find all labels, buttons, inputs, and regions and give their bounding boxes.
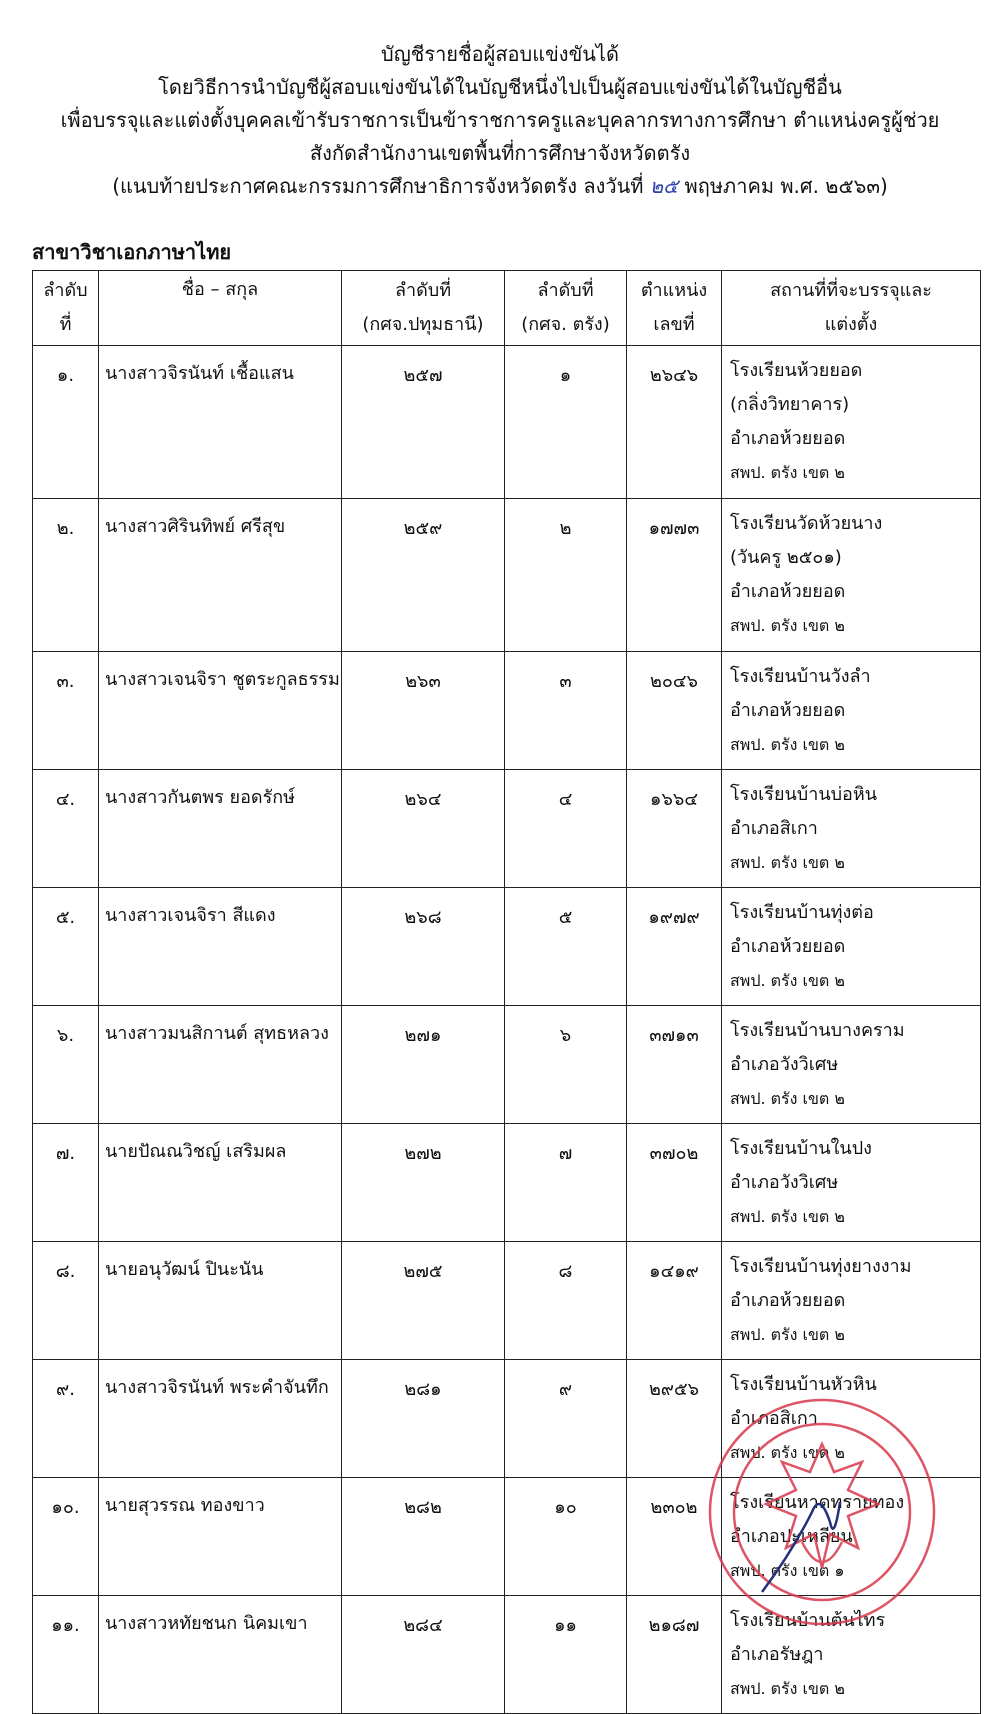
placement-line: โรงเรียนบ้านหัวหิน bbox=[730, 1374, 877, 1395]
placement-line: สพป. ตรัง เขต ๒ bbox=[730, 1325, 845, 1344]
header-line-5 bbox=[0, 170, 1000, 203]
placement-location bbox=[722, 1242, 981, 1360]
placement-line: อำเภอห้วยยอด bbox=[730, 581, 846, 602]
placement-line: อำเภอสิเกา bbox=[730, 1408, 818, 1429]
placement-line: อำเภอสิเกา bbox=[730, 818, 818, 839]
rank-trang: ๙ bbox=[505, 1360, 627, 1478]
placement-line: โรงเรียนหาดทรายทอง bbox=[730, 1492, 905, 1513]
rank-trang: ๑ bbox=[505, 346, 627, 499]
handwritten-date: ๒๕ bbox=[649, 174, 679, 198]
row-number: ๘. bbox=[33, 1242, 99, 1360]
position-number: ๒๖๔๖ bbox=[627, 346, 722, 499]
table-row bbox=[33, 499, 981, 652]
rank-trang: ๕ bbox=[505, 888, 627, 1006]
candidate-name: นางสาวจิรนันท์ พระคำจันทึก bbox=[99, 1360, 342, 1478]
candidate-name: นางสาวกันตพร ยอดรักษ์ bbox=[99, 770, 342, 888]
row-number: ๑๐. bbox=[33, 1478, 99, 1596]
placement-location bbox=[722, 1596, 981, 1714]
table-row bbox=[33, 888, 981, 1006]
position-number: ๑๗๗๓ bbox=[627, 499, 722, 652]
table-row bbox=[33, 346, 981, 499]
placement-location bbox=[722, 652, 981, 770]
placement-location bbox=[722, 770, 981, 888]
candidate-name: นางสาวจิรนันท์ เชื้อแสน bbox=[99, 346, 342, 499]
position-number: ๒๐๔๖ bbox=[627, 652, 722, 770]
placement-location bbox=[722, 1124, 981, 1242]
position-number: ๒๓๐๒ bbox=[627, 1478, 722, 1596]
placement-line: อำเภอปะเหลียน bbox=[730, 1526, 853, 1547]
placement-location bbox=[722, 888, 981, 1006]
header-line-5-pre: (แนบท้ายประกาศคณะกรรมการศึกษาธิการจังหวัดตรัง ลงวันที่ bbox=[112, 174, 644, 198]
placement-line: สพป. ตรัง เขต ๒ bbox=[730, 853, 845, 872]
rank-pathum: ๒๘๒ bbox=[342, 1478, 505, 1596]
position-number: ๒๑๘๗ bbox=[627, 1596, 722, 1714]
placement-line: อำเภอห้วยยอด bbox=[730, 428, 846, 449]
header-line-5-post: พฤษภาคม พ.ศ. ๒๕๖๓) bbox=[684, 174, 888, 198]
table-row bbox=[33, 770, 981, 888]
position-number: ๓๗๑๓ bbox=[627, 1006, 722, 1124]
placement-line: อำเภอวังวิเศษ bbox=[730, 1054, 839, 1075]
row-number: ๒. bbox=[33, 499, 99, 652]
rank-pathum: ๒๕๗ bbox=[342, 346, 505, 499]
rank-pathum: ๒๗๑ bbox=[342, 1006, 505, 1124]
rank-pathum: ๒๗๕ bbox=[342, 1242, 505, 1360]
placement-line: โรงเรียนบ้านบ่อหิน bbox=[730, 784, 878, 805]
row-number: ๓. bbox=[33, 652, 99, 770]
rank-pathum: ๒๘๑ bbox=[342, 1360, 505, 1478]
col-header-trang: ลำดับที่ (กศจ. ตรัง) bbox=[505, 271, 627, 346]
placement-line: สพป. ตรัง เขต ๒ bbox=[730, 616, 845, 635]
placement-line: สพป. ตรัง เขต ๒ bbox=[730, 463, 845, 482]
rank-trang: ๔ bbox=[505, 770, 627, 888]
rank-trang: ๑๐ bbox=[505, 1478, 627, 1596]
table-header-row bbox=[33, 271, 981, 346]
rank-trang: ๓ bbox=[505, 652, 627, 770]
table-row bbox=[33, 1242, 981, 1360]
candidate-name: นายปัณณวิชญ์ เสริมผล bbox=[99, 1124, 342, 1242]
position-number: ๑๙๗๙ bbox=[627, 888, 722, 1006]
header-line-1: บัญชีรายชื่อผู้สอบแข่งขันได้ bbox=[381, 42, 619, 66]
rank-pathum: ๒๖๔ bbox=[342, 770, 505, 888]
placement-line: โรงเรียนบ้านทุ่งยางงาม bbox=[730, 1256, 912, 1277]
row-number: ๙. bbox=[33, 1360, 99, 1478]
section-title: สาขาวิชาเอกภาษาไทย bbox=[32, 240, 232, 264]
col-header-place: สถานที่ที่จะบรรจุและ แต่งตั้ง bbox=[722, 271, 981, 346]
placement-line: โรงเรียนวัดห้วยนาง bbox=[730, 513, 883, 534]
placement-line: โรงเรียนบ้านวังลำ bbox=[730, 666, 871, 687]
row-number: ๖. bbox=[33, 1006, 99, 1124]
placement-line: สพป. ตรัง เขต ๒ bbox=[730, 735, 845, 754]
rank-trang: ๖ bbox=[505, 1006, 627, 1124]
placement-line: อำเภอห้วยยอด bbox=[730, 700, 846, 721]
document-header bbox=[0, 38, 1000, 203]
table-row bbox=[33, 1006, 981, 1124]
candidate-name: นายสุวรรณ ทองขาว bbox=[99, 1478, 342, 1596]
rank-trang: ๑๑ bbox=[505, 1596, 627, 1714]
placement-location bbox=[722, 499, 981, 652]
placement-line: โรงเรียนบ้านต้นไทร bbox=[730, 1610, 886, 1631]
placement-line: อำเภอห้วยยอด bbox=[730, 1290, 846, 1311]
candidate-name: นางสาวเจนจิรา ชูตระกูลธรรม bbox=[99, 652, 342, 770]
rank-trang: ๘ bbox=[505, 1242, 627, 1360]
placement-line: สพป. ตรัง เขต ๒ bbox=[730, 1089, 845, 1108]
col-header-pathum: ลำดับที่ (กศจ.ปทุมธานี) bbox=[342, 271, 505, 346]
col-header-position: ตำแหน่ง เลขที่ bbox=[627, 271, 722, 346]
candidate-name: นางสาวมนสิกานต์ สุทธหลวง bbox=[99, 1006, 342, 1124]
row-number: ๕. bbox=[33, 888, 99, 1006]
placement-line: โรงเรียนบ้านทุ่งต่อ bbox=[730, 902, 874, 923]
placement-line: โรงเรียนบ้านบางคราม bbox=[730, 1020, 905, 1041]
rank-pathum: ๒๖๓ bbox=[342, 652, 505, 770]
position-number: ๑๔๑๙ bbox=[627, 1242, 722, 1360]
position-number: ๒๙๕๖ bbox=[627, 1360, 722, 1478]
placement-line: อำเภอห้วยยอด bbox=[730, 936, 846, 957]
rank-pathum: ๒๕๙ bbox=[342, 499, 505, 652]
row-number: ๗. bbox=[33, 1124, 99, 1242]
placement-location bbox=[722, 346, 981, 499]
candidate-name: นางสาวเจนจิรา สีแดง bbox=[99, 888, 342, 1006]
table-row bbox=[33, 1360, 981, 1478]
placement-location bbox=[722, 1478, 981, 1596]
col-header-no: ลำดับ ที่ bbox=[33, 271, 99, 346]
rank-pathum: ๒๘๔ bbox=[342, 1596, 505, 1714]
rank-trang: ๗ bbox=[505, 1124, 627, 1242]
table-row bbox=[33, 1124, 981, 1242]
position-number: ๑๖๖๔ bbox=[627, 770, 722, 888]
table-row bbox=[33, 1596, 981, 1714]
placement-location bbox=[722, 1006, 981, 1124]
placement-line: โรงเรียนห้วยยอด bbox=[730, 360, 863, 381]
row-number: ๑. bbox=[33, 346, 99, 499]
row-number: ๔. bbox=[33, 770, 99, 888]
placement-location bbox=[722, 1360, 981, 1478]
header-line-4: สังกัดสำนักงานเขตพื้นที่การศึกษาจังหวัดตรัง bbox=[309, 141, 691, 165]
placement-line: อำเภอรัษฎา bbox=[730, 1644, 824, 1665]
table-row bbox=[33, 652, 981, 770]
placement-line: (วันครู ๒๕๐๑) bbox=[730, 547, 842, 568]
placement-line: สพป. ตรัง เขต ๒ bbox=[730, 971, 845, 990]
table-row bbox=[33, 1478, 981, 1596]
col-header-name: ชื่อ – สกุล bbox=[99, 271, 342, 346]
placement-line: สพป. ตรัง เขต ๒ bbox=[730, 1443, 845, 1462]
placement-line: สพป. ตรัง เขต ๑ bbox=[730, 1561, 845, 1580]
row-number: ๑๑. bbox=[33, 1596, 99, 1714]
placement-line: สพป. ตรัง เขต ๒ bbox=[730, 1679, 845, 1698]
placement-line: โรงเรียนบ้านในปง bbox=[730, 1138, 872, 1159]
candidate-name: นางสาวศิรินทิพย์ ศรีสุข bbox=[99, 499, 342, 652]
rank-pathum: ๒๗๒ bbox=[342, 1124, 505, 1242]
header-line-3: เพื่อบรรจุและแต่งตั้งบุคคลเข้ารับราชการเป็นข้าราชการครูและบุคลากรทางการศึกษา ตำแหน่งครูผู้ช่วย bbox=[60, 108, 940, 132]
rank-trang: ๒ bbox=[505, 499, 627, 652]
placement-line: อำเภอวังวิเศษ bbox=[730, 1172, 839, 1193]
placement-line: สพป. ตรัง เขต ๒ bbox=[730, 1207, 845, 1226]
candidate-name: นางสาวหทัยชนก นิคมเขา bbox=[99, 1596, 342, 1714]
candidate-name: นายอนุวัฒน์ ปินะนัน bbox=[99, 1242, 342, 1360]
placement-line: (กลิ่งวิทยาคาร) bbox=[730, 394, 850, 415]
position-number: ๓๗๐๒ bbox=[627, 1124, 722, 1242]
candidate-table bbox=[32, 270, 981, 1714]
rank-pathum: ๒๖๘ bbox=[342, 888, 505, 1006]
header-line-2: โดยวิธีการนำบัญชีผู้สอบแข่งขันได้ในบัญชีหนึ่งไปเป็นผู้สอบแข่งขันได้ในบัญชีอื่น bbox=[158, 75, 842, 99]
